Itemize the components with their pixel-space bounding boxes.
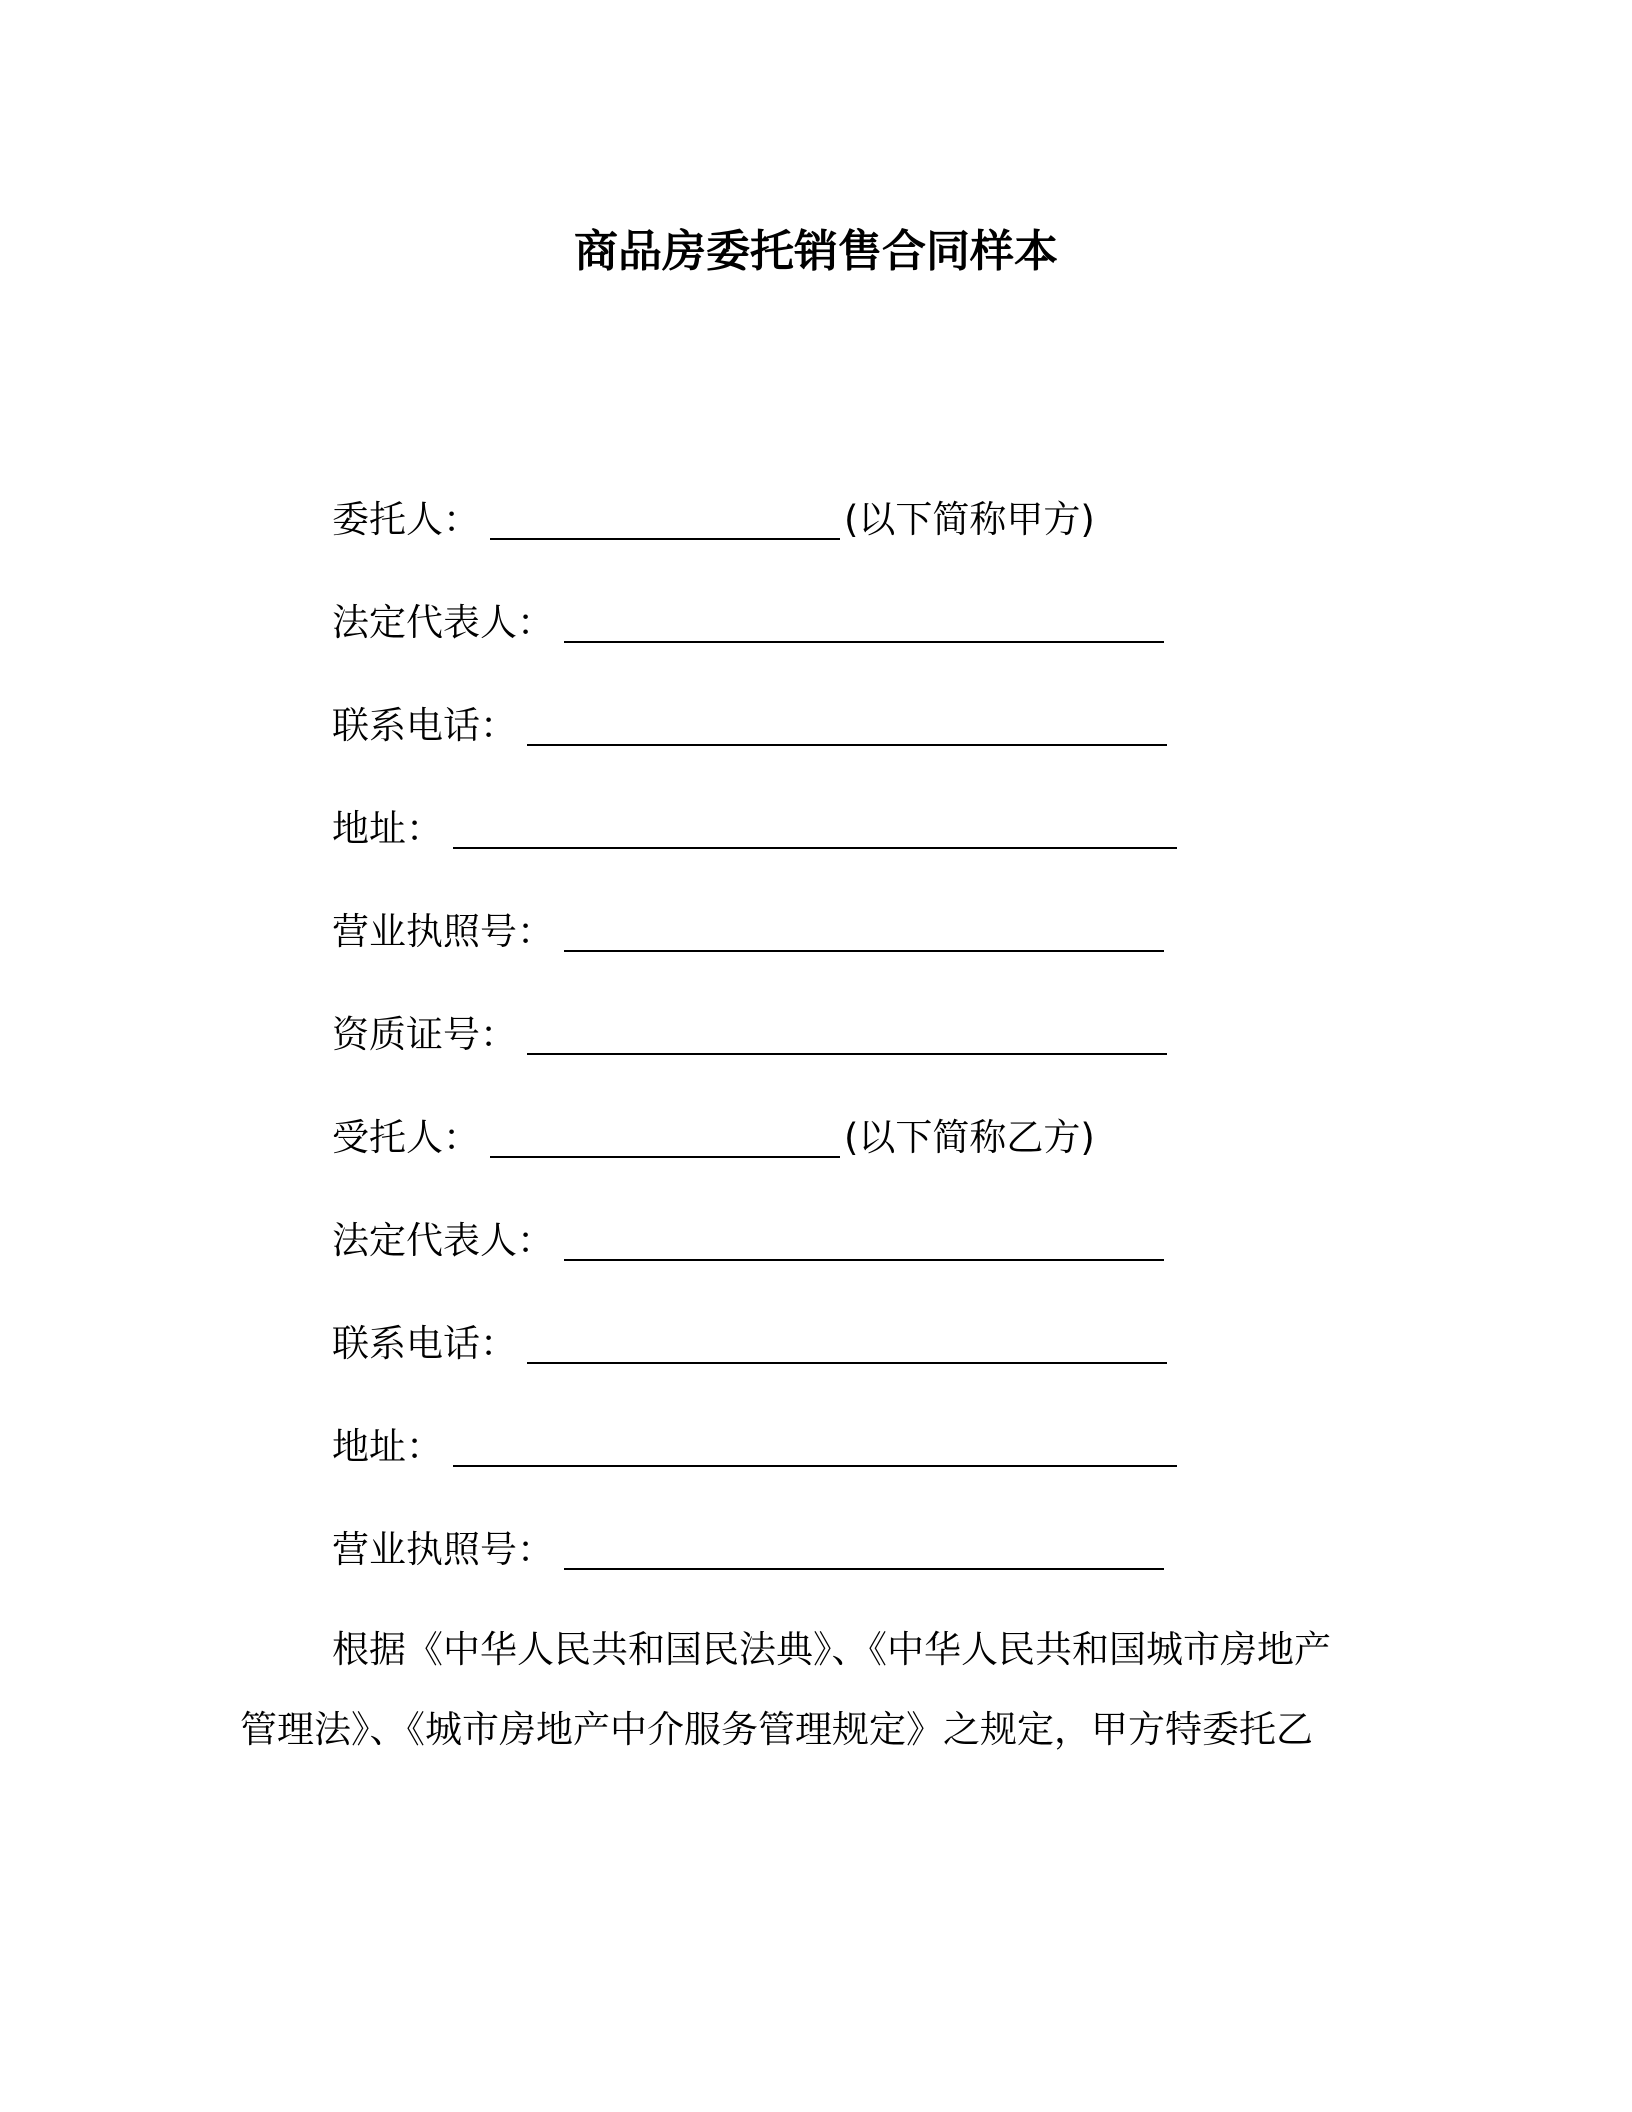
agent-label: 受托人：	[332, 1116, 480, 1159]
party-a-phone-field	[332, 700, 1167, 752]
party-b-address-label: 地址：	[332, 1425, 443, 1468]
party-a-qualification-field	[332, 1009, 1167, 1061]
party-b-legal-rep-blank[interactable]	[564, 1219, 1164, 1261]
principal-label: 委托人：	[332, 498, 480, 541]
agent-blank[interactable]	[490, 1116, 840, 1158]
party-a-license-blank[interactable]	[564, 910, 1164, 952]
party-a-legal-rep-blank[interactable]	[564, 601, 1164, 643]
party-b-address-field	[332, 1421, 1177, 1473]
agent-field	[332, 1112, 1095, 1164]
party-a-address-label: 地址：	[332, 807, 443, 850]
party-b-legal-rep-label: 法定代表人：	[332, 1219, 554, 1262]
party-a-address-field	[332, 803, 1177, 855]
party-b-license-label: 营业执照号：	[332, 1528, 554, 1571]
party-a-legal-rep-label: 法定代表人：	[332, 601, 554, 644]
party-a-phone-blank[interactable]	[527, 704, 1167, 746]
party-a-license-field	[332, 906, 1164, 958]
body-line-2: 管理法》、《城市房地产中介服务管理规定》之规定，甲方特委托乙	[240, 1708, 1313, 1751]
party-a-address-blank[interactable]	[453, 807, 1177, 849]
party-a-phone-label: 联系电话：	[332, 704, 517, 747]
party-a-legal-rep-field	[332, 597, 1164, 649]
party-b-license-blank[interactable]	[564, 1528, 1164, 1570]
document-title: 商品房委托销售合同样本	[574, 226, 1058, 277]
party-b-phone-field	[332, 1318, 1167, 1370]
party-b-license-field	[332, 1524, 1164, 1576]
principal-field	[332, 494, 1095, 546]
party-b-phone-blank[interactable]	[527, 1322, 1167, 1364]
party-a-qualification-blank[interactable]	[527, 1013, 1167, 1055]
principal-blank[interactable]	[490, 498, 840, 540]
party-a-license-label: 营业执照号：	[332, 910, 554, 953]
party-b-phone-label: 联系电话：	[332, 1322, 517, 1365]
party-b-address-blank[interactable]	[453, 1425, 1177, 1467]
body-line-1: 根据《中华人民共和国民法典》、《中华人民共和国城市房地产	[332, 1628, 1331, 1671]
agent-suffix: (以下简称乙方)	[844, 1116, 1095, 1159]
party-b-legal-rep-field	[332, 1215, 1164, 1267]
principal-suffix: (以下简称甲方)	[844, 498, 1095, 541]
party-a-qualification-label: 资质证号：	[332, 1013, 517, 1056]
